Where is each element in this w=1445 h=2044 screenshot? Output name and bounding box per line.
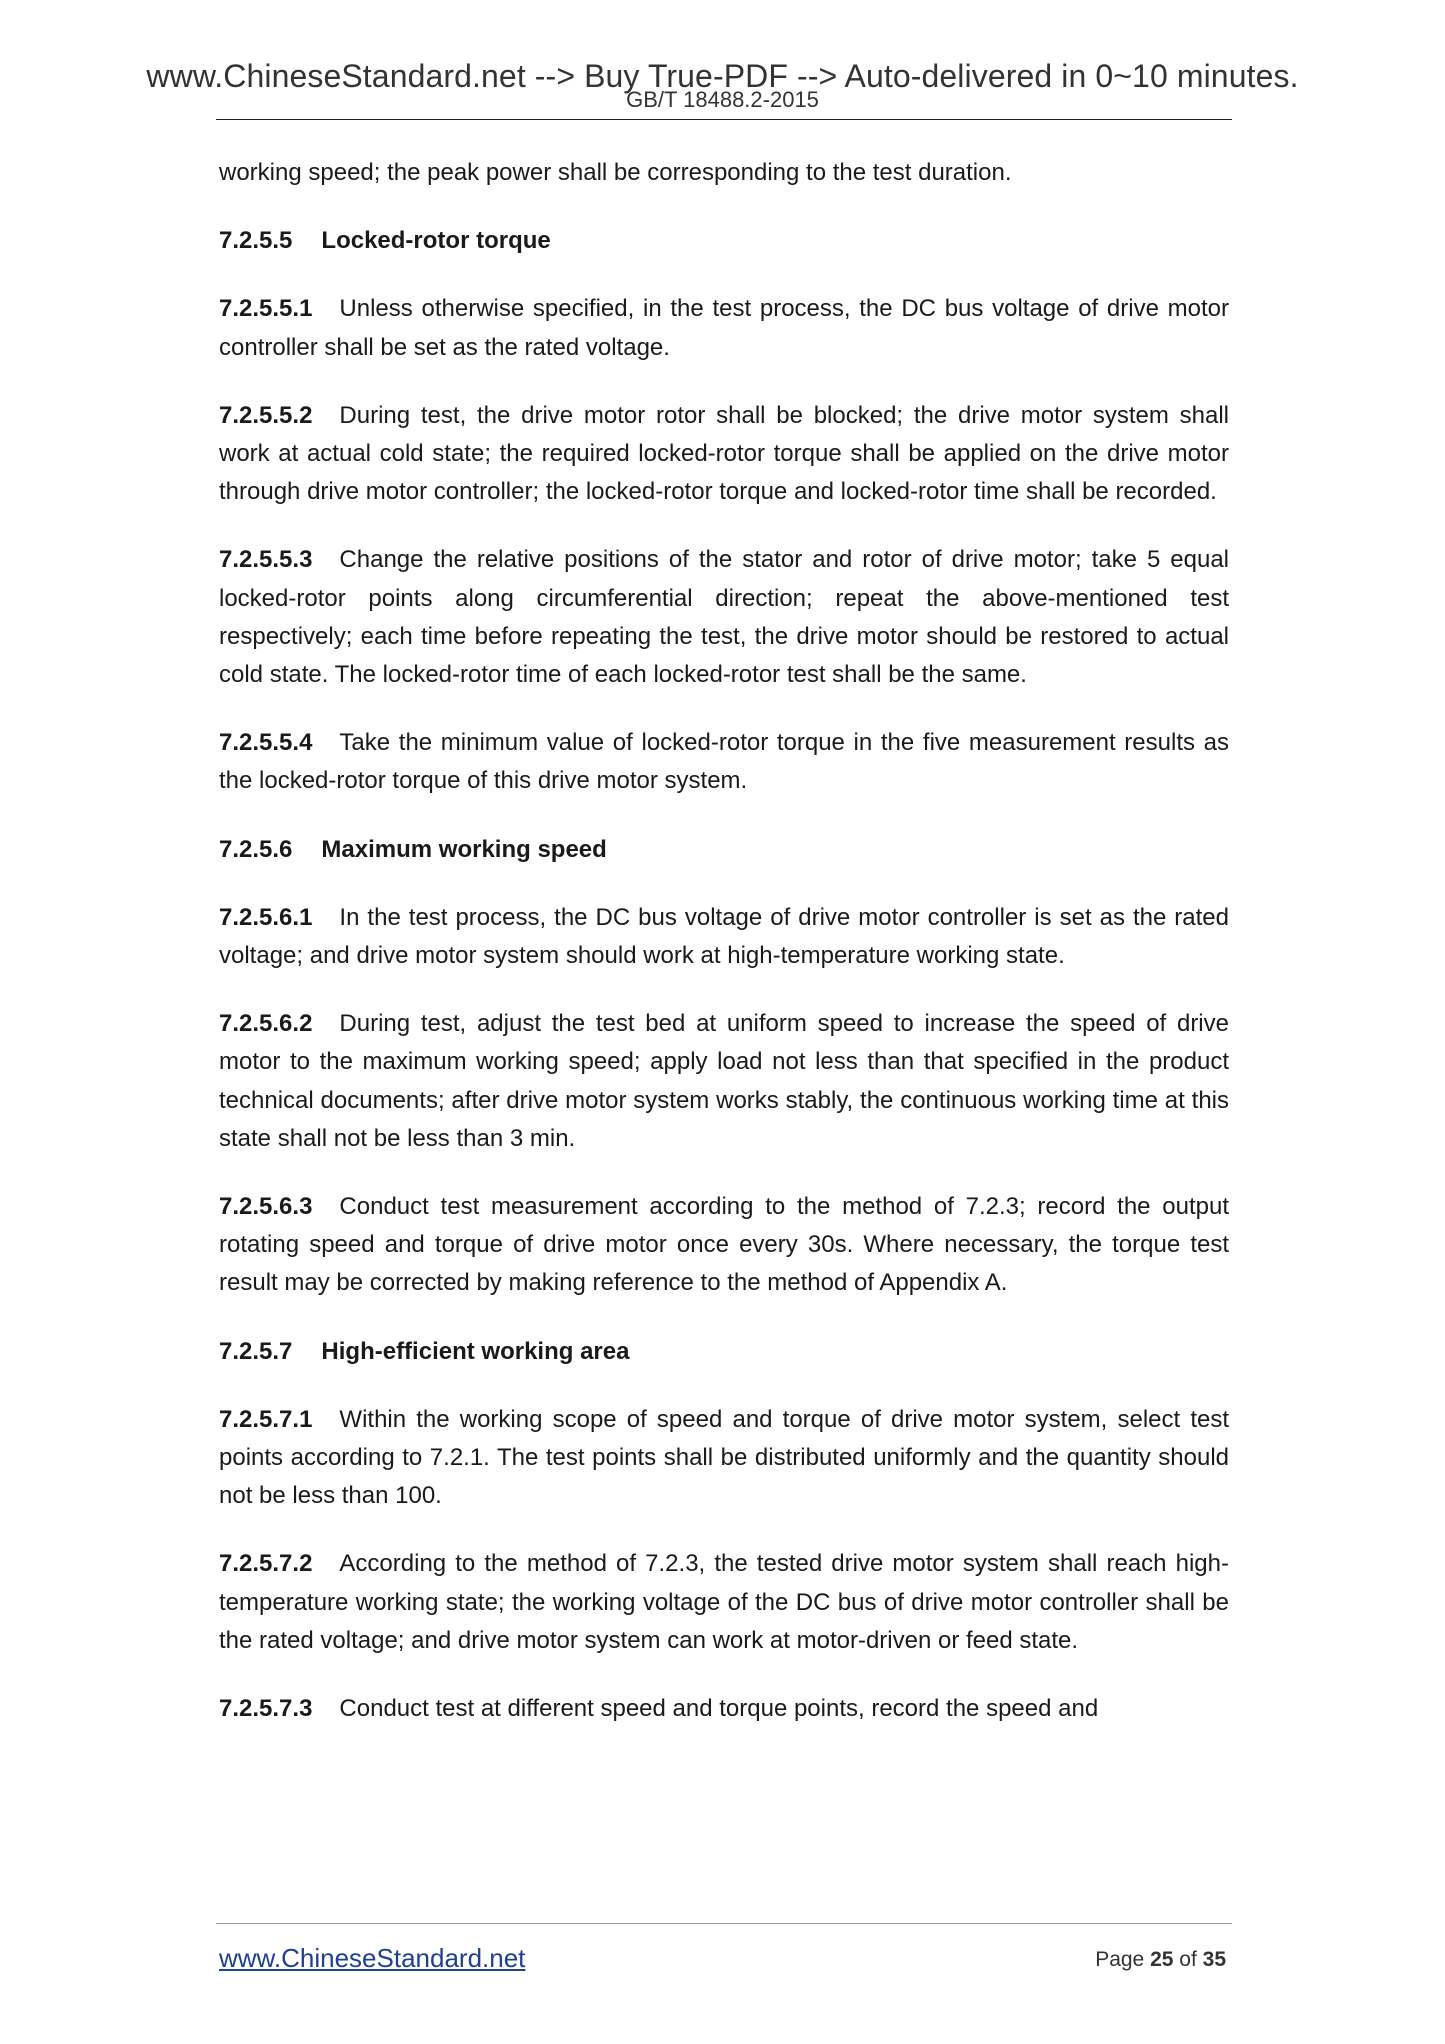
section-number: 7.2.5.7 bbox=[219, 1337, 293, 1365]
section-title: Locked-rotor torque bbox=[321, 227, 551, 255]
clause-number: 7.2.5.6.1 bbox=[219, 903, 313, 931]
clause-text: Take the minimum value of locked-rotor torque in the five measurement results as the locked-rotor torque of this drive motor system. bbox=[219, 729, 1229, 795]
clause-number: 7.2.5.5.1 bbox=[219, 295, 313, 323]
section-title: High-efficient working area bbox=[321, 1337, 630, 1365]
standard-number: GB/T 18488.2-2015 bbox=[626, 87, 819, 112]
clause-number: 7.2.5.6.3 bbox=[219, 1193, 313, 1221]
clause-number: 7.2.5.5.4 bbox=[219, 729, 313, 757]
section-number: 7.2.5.6 bbox=[219, 835, 293, 863]
section-title: Maximum working speed bbox=[321, 835, 607, 863]
clause-text: According to the method of 7.2.3, the tested drive motor system shall reach high-temperature working state; the working voltage of the DC bus of drive motor controller shall be the rated voltage; and drive motor system can work at motor-driven or feed state. bbox=[219, 1550, 1229, 1654]
clause-number: 7.2.5.7.3 bbox=[219, 1695, 313, 1723]
header-banner: www.ChineseStandard.net --> Buy True-PDF --> Auto-delivered in 0~10 minutes. bbox=[146, 58, 1299, 94]
clause-7-2-5-5-3 bbox=[219, 541, 1229, 694]
page-of: of bbox=[1179, 1948, 1197, 1971]
footer-divider bbox=[216, 1923, 1232, 1924]
clause-number: 7.2.5.5.3 bbox=[219, 546, 313, 574]
clause-text: Conduct test measurement according to the method of 7.2.3; record the output rotating speed and torque of drive motor once every 30s. Where necessary, the torque test result may be corrected by making reference to the method of Appendix A. bbox=[219, 1193, 1229, 1297]
clause-number: 7.2.5.6.2 bbox=[219, 1010, 313, 1038]
clause-7-2-5-6-2 bbox=[219, 1005, 1229, 1158]
continued-paragraph: working speed; the peak power shall be corresponding to the test duration. bbox=[219, 159, 1012, 186]
clause-text: In the test process, the DC bus voltage of drive motor controller is set as the rated voltage; and drive motor system should work at high-temperature working state. bbox=[219, 903, 1229, 970]
section-heading-7-2-5-6 bbox=[219, 831, 1229, 869]
section-heading-7-2-5-5 bbox=[219, 222, 1229, 260]
clause-text: During test, adjust the test bed at uniform speed to increase the speed of drive motor to the maximum working speed; apply load not less than that specified in the product technical documents; after drive motor system works stably, the continuous working time at this state shall not be less than 3 min. bbox=[219, 1010, 1229, 1152]
clause-7-2-5-7-2 bbox=[219, 1545, 1229, 1660]
page-total: 35 bbox=[1202, 1948, 1226, 1971]
page-label: Page bbox=[1095, 1948, 1145, 1971]
clause-text: Conduct test at different speed and torque points, record the speed and bbox=[339, 1695, 1099, 1723]
clause-text: Change the relative positions of the stator and rotor of drive motor; take 5 equal locked-rotor points along circumferential direction; repeat the above-mentioned test respectively; each time before repeating the test, the drive motor should be restored to actual cold state. The locked-rotor time of each locked-rotor test shall be the same. bbox=[219, 546, 1229, 689]
clause-7-2-5-6-3 bbox=[219, 1188, 1229, 1303]
clause-text: During test, the drive motor rotor shall be blocked; the drive motor system shall work at actual cold state; the required locked-rotor torque shall be applied on the drive motor through drive motor controller; the locked-rotor torque and locked-rotor time shall be recorded. bbox=[219, 401, 1229, 506]
section-heading-7-2-5-7 bbox=[219, 1333, 1229, 1371]
clause-7-2-5-5-2 bbox=[219, 397, 1229, 512]
document-body bbox=[219, 154, 1229, 1758]
page-indicator bbox=[1095, 1948, 1226, 1972]
page-current: 25 bbox=[1150, 1948, 1174, 1971]
clause-7-2-5-7-1 bbox=[219, 1401, 1229, 1516]
clause-text: Unless otherwise specified, in the test process, the DC bus voltage of drive motor controller shall be set as the rated voltage. bbox=[219, 295, 1229, 361]
clause-7-2-5-5-4 bbox=[219, 724, 1229, 800]
clause-7-2-5-6-1 bbox=[219, 899, 1229, 975]
clause-text: Within the working scope of speed and torque of drive motor system, select test points according to 7.2.1. The test points shall be distributed uniformly and the quantity should not be less than 100. bbox=[219, 1405, 1229, 1510]
clause-number: 7.2.5.7.2 bbox=[219, 1550, 313, 1578]
clause-number: 7.2.5.5.2 bbox=[219, 401, 313, 429]
clause-7-2-5-7-3 bbox=[219, 1690, 1229, 1728]
section-number: 7.2.5.5 bbox=[219, 227, 293, 255]
clause-number: 7.2.5.7.1 bbox=[219, 1405, 313, 1433]
footer-website-link[interactable]: www.ChineseStandard.net bbox=[219, 1943, 526, 1973]
clause-7-2-5-5-1 bbox=[219, 290, 1229, 366]
header-divider bbox=[216, 119, 1232, 120]
